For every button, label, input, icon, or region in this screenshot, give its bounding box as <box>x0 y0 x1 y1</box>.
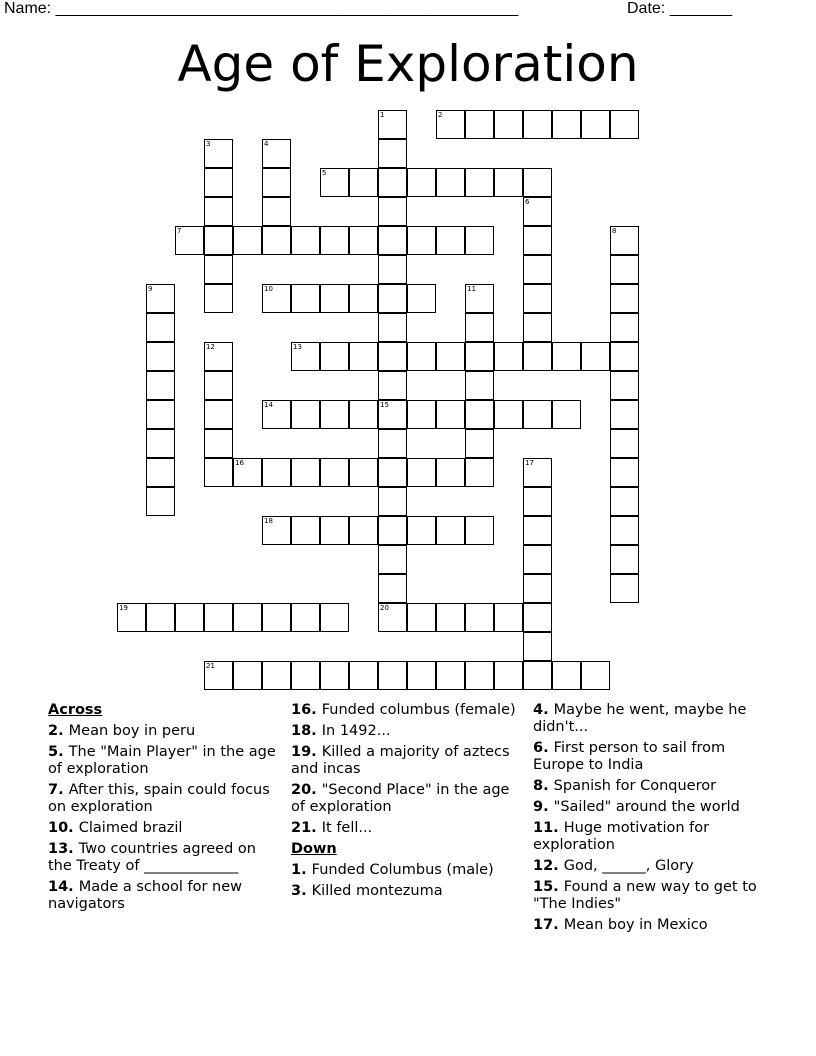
grid-cell[interactable] <box>378 226 407 255</box>
clue-item <box>533 702 768 736</box>
clue-number: 10 <box>264 285 273 293</box>
grid-cell[interactable] <box>610 487 639 516</box>
clue-number-label: 15. <box>533 879 564 895</box>
clue-number: 2 <box>438 111 443 119</box>
grid-cell[interactable] <box>117 603 146 632</box>
grid-cell[interactable] <box>262 661 291 690</box>
clue-item <box>533 740 768 774</box>
grid-cell[interactable] <box>146 487 175 516</box>
grid-cell[interactable] <box>610 226 639 255</box>
grid-cell[interactable] <box>291 226 320 255</box>
date-line: _______ <box>669 0 732 17</box>
clue-number: 20 <box>380 604 389 612</box>
clue-number-label: 10. <box>48 820 79 836</box>
grid-cell[interactable] <box>523 342 552 371</box>
grid-cell[interactable] <box>494 400 523 429</box>
grid-cell[interactable] <box>146 371 175 400</box>
grid-cell[interactable] <box>204 342 233 371</box>
grid-cell[interactable] <box>523 487 552 516</box>
grid-cell[interactable] <box>320 168 349 197</box>
clue-number-label: 11. <box>533 820 564 836</box>
grid-cell[interactable] <box>523 632 552 661</box>
grid-cell[interactable] <box>465 458 494 487</box>
grid-cell[interactable] <box>146 429 175 458</box>
grid-cell[interactable] <box>349 226 378 255</box>
grid-cell[interactable] <box>581 661 610 690</box>
grid-cell[interactable] <box>262 197 291 226</box>
grid-cell[interactable] <box>320 226 349 255</box>
grid-cell[interactable] <box>349 284 378 313</box>
grid-cell[interactable] <box>320 458 349 487</box>
clue-text: First person to sail from Europe to India <box>533 740 726 773</box>
clue-text: It fell... <box>321 820 373 836</box>
grid-cell[interactable] <box>465 603 494 632</box>
grid-cell[interactable] <box>378 429 407 458</box>
grid-cell[interactable] <box>465 400 494 429</box>
grid-cell[interactable] <box>610 574 639 603</box>
grid-cell[interactable] <box>436 110 465 139</box>
grid-cell[interactable] <box>465 342 494 371</box>
clue-number: 6 <box>525 198 530 206</box>
grid-cell[interactable] <box>465 284 494 313</box>
grid-cell[interactable] <box>378 603 407 632</box>
grid-cell[interactable] <box>320 516 349 545</box>
grid-cell[interactable] <box>320 400 349 429</box>
grid-cell[interactable] <box>262 458 291 487</box>
grid-cell[interactable] <box>146 603 175 632</box>
grid-cell[interactable] <box>349 458 378 487</box>
clue-item <box>48 820 283 837</box>
grid-cell[interactable] <box>523 197 552 226</box>
clue-number-label: 2. <box>48 723 69 739</box>
grid-cell[interactable] <box>262 516 291 545</box>
grid-cell[interactable] <box>436 168 465 197</box>
clue-text: Spanish for Conqueror <box>553 778 717 794</box>
clue-item <box>533 917 768 934</box>
grid-cell[interactable] <box>523 313 552 342</box>
grid-cell[interactable] <box>436 458 465 487</box>
puzzle-title: Age of Exploration <box>177 35 639 93</box>
clue-text: Two countries agreed on the Treaty of _____________ <box>48 841 256 874</box>
grid-cell[interactable] <box>407 284 436 313</box>
clue-item <box>291 723 526 740</box>
clue-item <box>291 702 526 719</box>
grid-cell[interactable] <box>523 661 552 690</box>
grid-cell[interactable] <box>204 284 233 313</box>
name-line: ____________________________________________________ <box>55 0 519 17</box>
grid-cell[interactable] <box>378 284 407 313</box>
clue-number-label: 18. <box>291 723 322 739</box>
clue-item <box>533 858 768 875</box>
clue-item <box>48 841 283 875</box>
grid-cell[interactable] <box>610 371 639 400</box>
grid-cell[interactable] <box>204 429 233 458</box>
grid-cell[interactable] <box>610 342 639 371</box>
grid-cell[interactable] <box>378 487 407 516</box>
clue-number-label: 6. <box>533 740 554 756</box>
clue-text: Maybe he went, maybe he didn't... <box>533 702 747 735</box>
grid-cell[interactable] <box>291 516 320 545</box>
grid-cell[interactable] <box>262 400 291 429</box>
grid-cell[interactable] <box>204 255 233 284</box>
clue-number-label: 20. <box>291 782 322 798</box>
grid-cell[interactable] <box>523 110 552 139</box>
clue-item <box>291 820 526 837</box>
grid-cell[interactable] <box>610 400 639 429</box>
clue-number-label: 13. <box>48 841 79 857</box>
clue-number-label: 12. <box>533 858 564 874</box>
grid-cell[interactable] <box>175 603 204 632</box>
grid-cell[interactable] <box>523 574 552 603</box>
grid-cell[interactable] <box>204 197 233 226</box>
grid-cell[interactable] <box>204 168 233 197</box>
clue-column-1 <box>48 702 283 917</box>
clue-text: Funded Columbus (male) <box>311 862 494 878</box>
clue-text: Mean boy in peru <box>68 723 196 739</box>
grid-cell[interactable] <box>378 400 407 429</box>
grid-cell[interactable] <box>436 603 465 632</box>
grid-cell[interactable] <box>378 458 407 487</box>
grid-cell[interactable] <box>581 110 610 139</box>
clue-number: 16 <box>235 459 244 467</box>
grid-cell[interactable] <box>146 458 175 487</box>
clue-item <box>533 778 768 795</box>
grid-cell[interactable] <box>610 458 639 487</box>
grid-cell[interactable] <box>523 458 552 487</box>
grid-cell[interactable] <box>610 255 639 284</box>
grid-cell[interactable] <box>407 342 436 371</box>
grid-cell[interactable] <box>378 197 407 226</box>
clue-number-label: 14. <box>48 879 79 895</box>
grid-cell[interactable] <box>204 458 233 487</box>
grid-cell[interactable] <box>610 313 639 342</box>
clue-text: In 1492... <box>321 723 391 739</box>
grid-cell[interactable] <box>233 661 262 690</box>
grid-cell[interactable] <box>146 313 175 342</box>
clue-text: Funded columbus (female) <box>321 702 516 718</box>
grid-cell[interactable] <box>407 168 436 197</box>
clue-text: After this, spain could focus on exploration <box>48 782 270 815</box>
grid-cell[interactable] <box>465 110 494 139</box>
grid-cell[interactable] <box>146 342 175 371</box>
date-label: Date: <box>627 0 670 17</box>
grid-cell[interactable] <box>523 168 552 197</box>
clue-number: 17 <box>525 459 534 467</box>
grid-cell[interactable] <box>378 139 407 168</box>
clue-number-label: 1. <box>291 862 312 878</box>
grid-cell[interactable] <box>320 661 349 690</box>
grid-cell[interactable] <box>523 255 552 284</box>
grid-cell[interactable] <box>291 284 320 313</box>
clue-number-label: 4. <box>533 702 554 718</box>
clue-number: 14 <box>264 401 273 409</box>
grid-cell[interactable] <box>407 400 436 429</box>
clue-text: God, ______, Glory <box>563 858 694 874</box>
grid-cell[interactable] <box>610 284 639 313</box>
clue-number: 9 <box>148 285 153 293</box>
grid-cell[interactable] <box>233 226 262 255</box>
grid-cell[interactable] <box>233 458 262 487</box>
clue-number: 18 <box>264 517 273 525</box>
clue-number-label: 17. <box>533 917 564 933</box>
grid-cell[interactable] <box>378 371 407 400</box>
clue-text: Made a school for new navigators <box>48 879 242 912</box>
clue-item <box>533 820 768 854</box>
date-field[interactable] <box>627 0 732 18</box>
grid-cell[interactable] <box>291 400 320 429</box>
grid-cell[interactable] <box>378 313 407 342</box>
grid-cell[interactable] <box>407 603 436 632</box>
clue-number: 21 <box>206 662 215 670</box>
clue-number: 3 <box>206 140 211 148</box>
grid-cell[interactable] <box>523 400 552 429</box>
clue-number-label: 19. <box>291 744 322 760</box>
grid-cell[interactable] <box>610 429 639 458</box>
grid-cell[interactable] <box>610 516 639 545</box>
grid-cell[interactable] <box>523 226 552 255</box>
clue-number: 11 <box>467 285 476 293</box>
grid-cell[interactable] <box>523 545 552 574</box>
grid-cell[interactable] <box>465 661 494 690</box>
clue-item <box>533 799 768 816</box>
clue-number-label: 3. <box>291 883 312 899</box>
section-heading: Across <box>48 702 103 718</box>
clue-number: 15 <box>380 401 389 409</box>
grid-cell[interactable] <box>465 429 494 458</box>
clue-text: Mean boy in Mexico <box>563 917 708 933</box>
name-field[interactable] <box>4 0 518 18</box>
grid-cell[interactable] <box>204 400 233 429</box>
grid-cell[interactable] <box>146 284 175 313</box>
clue-text: Killed montezuma <box>311 883 443 899</box>
grid-cell[interactable] <box>320 284 349 313</box>
grid-cell[interactable] <box>291 458 320 487</box>
grid-cell[interactable] <box>204 371 233 400</box>
clue-item <box>48 744 283 778</box>
grid-cell[interactable] <box>349 342 378 371</box>
grid-cell[interactable] <box>407 458 436 487</box>
grid-cell[interactable] <box>465 168 494 197</box>
clue-text: The "Main Player" in the age of exploration <box>48 744 276 777</box>
clue-item <box>48 879 283 913</box>
grid-cell[interactable] <box>291 603 320 632</box>
clue-item <box>533 879 768 913</box>
grid-cell[interactable] <box>407 516 436 545</box>
grid-cell[interactable] <box>320 603 349 632</box>
clue-number: 5 <box>322 169 327 177</box>
grid-cell[interactable] <box>436 400 465 429</box>
grid-cell[interactable] <box>610 110 639 139</box>
clue-number: 12 <box>206 343 215 351</box>
grid-cell[interactable] <box>552 110 581 139</box>
clue-text: Huge motivation for exploration <box>533 820 710 853</box>
clue-number: 8 <box>612 227 617 235</box>
grid-cell[interactable] <box>233 603 262 632</box>
grid-cell[interactable] <box>552 400 581 429</box>
grid-cell[interactable] <box>320 342 349 371</box>
grid-cell[interactable] <box>204 226 233 255</box>
clue-item <box>291 862 526 879</box>
grid-cell[interactable] <box>349 400 378 429</box>
clue-item <box>48 782 283 816</box>
grid-cell[interactable] <box>262 284 291 313</box>
grid-cell[interactable] <box>610 545 639 574</box>
grid-cell[interactable] <box>378 255 407 284</box>
grid-cell[interactable] <box>523 516 552 545</box>
clue-number-label: 16. <box>291 702 322 718</box>
clue-number: 19 <box>119 604 128 612</box>
grid-cell[interactable] <box>494 342 523 371</box>
grid-cell[interactable] <box>204 661 233 690</box>
grid-cell[interactable] <box>436 226 465 255</box>
grid-cell[interactable] <box>378 516 407 545</box>
grid-cell[interactable] <box>378 168 407 197</box>
grid-cell[interactable] <box>349 516 378 545</box>
grid-cell[interactable] <box>494 168 523 197</box>
clue-number: 1 <box>380 111 385 119</box>
grid-cell[interactable] <box>291 661 320 690</box>
grid-cell[interactable] <box>291 342 320 371</box>
grid-cell[interactable] <box>465 516 494 545</box>
clue-number: 13 <box>293 343 302 351</box>
clue-column-2 <box>291 702 526 904</box>
grid-cell[interactable] <box>262 168 291 197</box>
clue-item <box>291 744 526 778</box>
grid-cell[interactable] <box>349 661 378 690</box>
grid-cell[interactable] <box>407 226 436 255</box>
clue-item <box>291 883 526 900</box>
grid-cell[interactable] <box>581 342 610 371</box>
grid-cell[interactable] <box>465 371 494 400</box>
grid-cell[interactable] <box>552 661 581 690</box>
grid-cell[interactable] <box>523 284 552 313</box>
clue-number-label: 7. <box>48 782 69 798</box>
clue-text: "Second Place" in the age of exploration <box>291 782 510 815</box>
clue-text: Claimed brazil <box>78 820 183 836</box>
grid-cell[interactable] <box>175 226 204 255</box>
clue-number-label: 8. <box>533 778 554 794</box>
grid-cell[interactable] <box>378 661 407 690</box>
clue-number: 4 <box>264 140 269 148</box>
clue-text: Found a new way to get to "The Indies" <box>533 879 757 912</box>
grid-cell[interactable] <box>262 226 291 255</box>
grid-cell[interactable] <box>494 110 523 139</box>
grid-cell[interactable] <box>552 342 581 371</box>
clue-text: "Sailed" around the world <box>553 799 740 815</box>
grid-cell[interactable] <box>407 661 436 690</box>
clue-number-label: 9. <box>533 799 554 815</box>
grid-cell[interactable] <box>436 342 465 371</box>
clue-item <box>291 782 526 816</box>
grid-cell[interactable] <box>262 139 291 168</box>
clue-column-3 <box>533 702 768 938</box>
grid-cell[interactable] <box>262 603 291 632</box>
grid-cell[interactable] <box>465 226 494 255</box>
grid-cell[interactable] <box>436 516 465 545</box>
grid-cell[interactable] <box>494 661 523 690</box>
grid-cell[interactable] <box>378 574 407 603</box>
grid-cell[interactable] <box>204 603 233 632</box>
grid-cell[interactable] <box>465 313 494 342</box>
grid-cell[interactable] <box>523 603 552 632</box>
grid-cell[interactable] <box>349 168 378 197</box>
name-label: Name: <box>4 0 56 17</box>
section-heading: Down <box>291 841 337 857</box>
grid-cell[interactable] <box>378 545 407 574</box>
clue-number-label: 5. <box>48 744 69 760</box>
clue-text: Killed a majority of aztecs and incas <box>291 744 510 777</box>
grid-cell[interactable] <box>146 400 175 429</box>
grid-cell[interactable] <box>378 110 407 139</box>
grid-cell[interactable] <box>204 139 233 168</box>
clue-number: 7 <box>177 227 182 235</box>
grid-cell[interactable] <box>494 603 523 632</box>
grid-cell[interactable] <box>378 342 407 371</box>
clue-item <box>48 723 283 740</box>
grid-cell[interactable] <box>436 661 465 690</box>
clue-number-label: 21. <box>291 820 322 836</box>
